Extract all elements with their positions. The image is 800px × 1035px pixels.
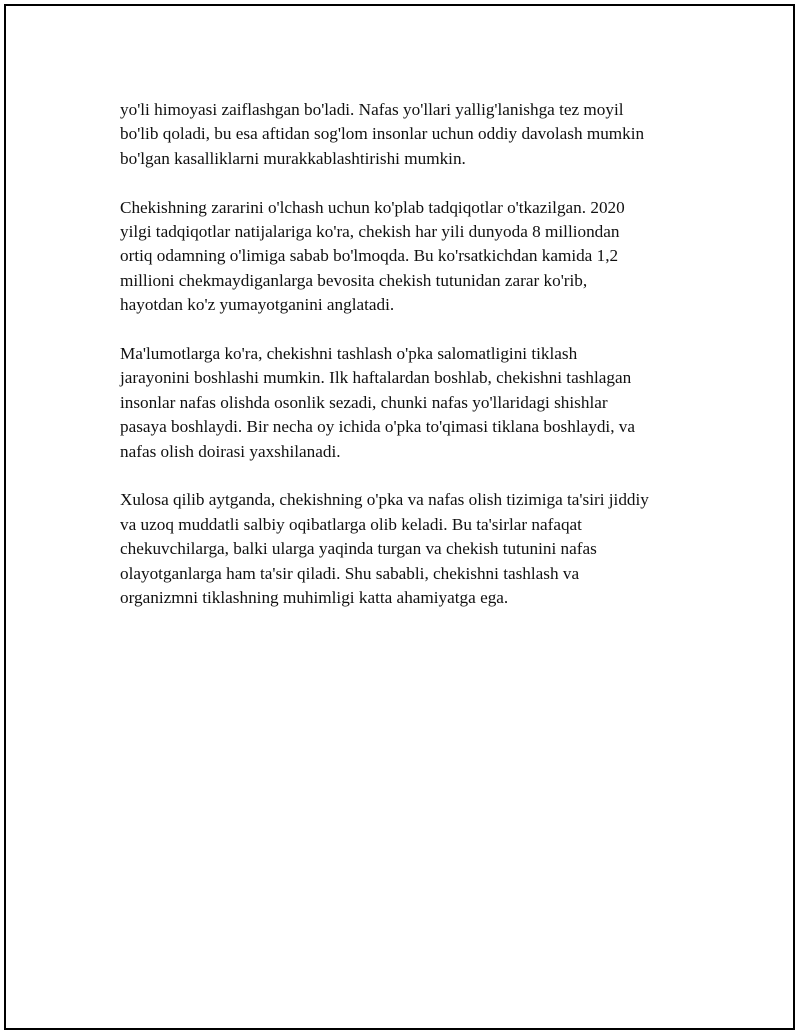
text-line: jarayonini boshlashi mumkin. Ilk haftalardan boshlab, chekishni tashlagan — [120, 368, 632, 388]
text-line: bo'lgan kasalliklarni murakkablashtirishi mumkin. — [120, 148, 466, 168]
document-body — [120, 98, 700, 635]
text-line: va uzoq muddatli salbiy oqibatlarga olib keladi. Bu ta'sirlar nafaqat — [120, 514, 582, 534]
text-line: ortiq odamning o'limiga sabab bo'lmoqda. Bu ko'rsatkichdan kamida 1,2 — [120, 246, 619, 266]
text-line: bo'lib qoladi, bu esa aftidan sog'lom insonlar uchun oddiy davolash mumkin — [120, 124, 645, 144]
text-line: yo'li himoyasi zaiflashgan bo'ladi. Nafas yo'llari yallig'lanishga tez moyil — [120, 100, 624, 119]
text-line: nafas olish doirasi yaxshilanadi. — [120, 441, 341, 461]
paragraph-1 — [120, 98, 700, 171]
text-line: organizmni tiklashning muhimligi katta ahamiyatga ega. — [120, 588, 509, 608]
text-line: pasaya boshlaydi. Bir necha oy ichida o'pka to'qimasi tiklana boshlaydi, va — [120, 417, 636, 437]
text-line: chekuvchilarga, balki ularga yaqinda turgan va chekish tutunini nafas — [120, 539, 597, 559]
text-line: millioni chekmaydiganlarga bevosita chekish tutunidan zarar ko'rib, — [120, 270, 588, 290]
paragraph-4 — [120, 488, 700, 610]
text-line: hayotdan ko'z yumayotganini anglatadi. — [120, 295, 395, 315]
text-line: Ma'lumotlarga ko'ra, chekishni tashlash o'pka salomatligini tiklash — [120, 344, 578, 364]
text-line: olayotganlarga ham ta'sir qiladi. Shu sababli, chekishni tashlash va — [120, 563, 580, 583]
paragraph-3 — [120, 342, 700, 464]
text-line: Chekishning zararini o'lchash uchun ko'plab tadqiqotlar o'tkazilgan. 2020 — [120, 197, 625, 217]
document-page — [4, 4, 795, 1030]
text-line: insonlar nafas olishda osonlik sezadi, chunki nafas yo'llaridagi shishlar — [120, 392, 608, 412]
text-line: yilgi tadqiqotlar natijalariga ko'ra, chekish har yili dunyoda 8 milliondan — [120, 222, 620, 242]
text-line: Xulosa qilib aytganda, chekishning o'pka va nafas olish tizimiga ta'siri jiddiy — [120, 490, 649, 510]
paragraph-2 — [120, 196, 700, 318]
